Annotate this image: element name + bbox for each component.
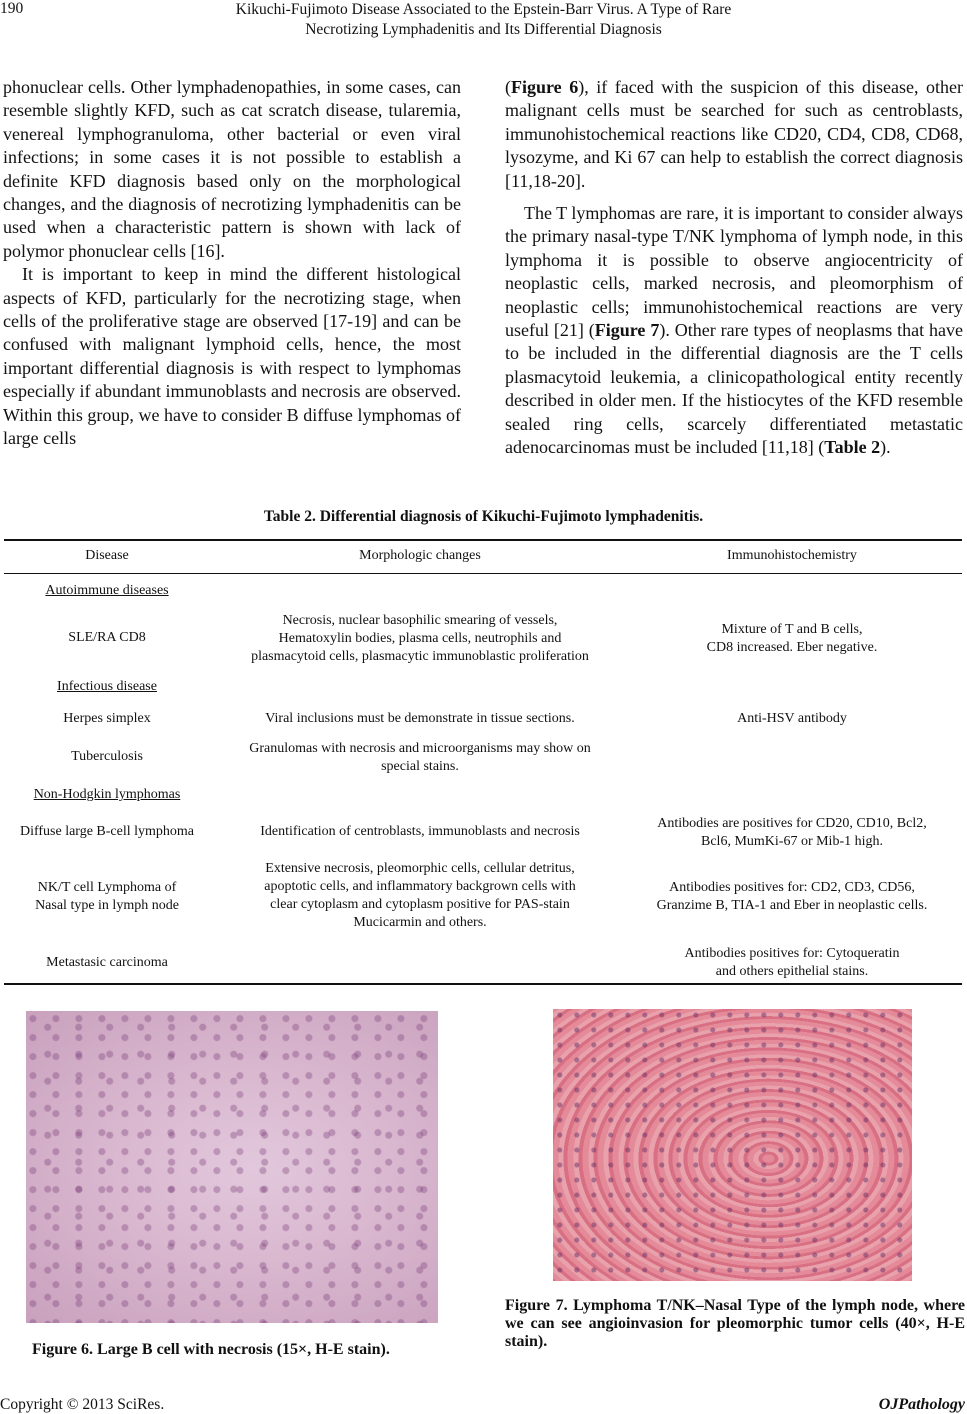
journal-name: OJPathology (878, 1396, 965, 1413)
table-cell-ihc: Antibodies are positives for CD20, CD10, Bcl2, Bcl6, MumKi-67 or Mib-1 high. (657, 816, 927, 849)
figure-6-micrograph (26, 1011, 438, 1323)
table-cell-ihc: Antibodies positives for: CD2, CD3, CD56, Granzime B, TIA-1 and Eber in neoplastic cells. (656, 880, 928, 913)
table-cell-disease: Diffuse large B-cell lymphoma (19, 824, 195, 839)
right-text-column (505, 76, 963, 460)
table-header-morphologic-changes: Morphologic changes (359, 548, 481, 563)
table-category: Non-Hodgkin lymphomas (33, 787, 181, 802)
figure-7-micrograph (553, 1009, 912, 1281)
table-cell-disease: Metastasic carcinoma (46, 955, 168, 970)
table-cell-morph: Identification of centroblasts, immunoblasts and necrosis (260, 824, 580, 839)
table-cell-morph: Extensive necrosis, pleomorphic cells, cellular detritus, apoptotic cells, and inflammatory backgrown cells with clear cytoplasm and cytoplasm positive for PAS-stain Mucicarmin and others. (264, 861, 576, 930)
paragraph: phonuclear cells. Other lymphadenopathies, in some cases, can resemble slightly KFD, such as cat scratch disease, tularemia, venereal lymphogranuloma, other bacterial or even viral infections; in some cases it is not possible to establish a definite KFD diagnosis based only on the morphological changes, and the diagnosis of necrotizing lymphadenitis can be used when a characteristic pattern is shown with lack of polymor phonuclear cells [16]. (3, 77, 461, 261)
table-2-reference[interactable]: Table 2 (824, 437, 881, 458)
figure-7-reference[interactable]: Figure 7 (594, 320, 660, 341)
page-number: 190 (0, 0, 24, 17)
paragraph: The T lymphomas are rare, it is important to consider always the primary nasal-type T/NK lymphoma of lymph node, in this lymphoma it is possible to observe angiocentricity of neoplastic cells, marked necrosis, and pleomorphism of neoplastic cells; immunohistochemical reactions are very useful [21] (Figure 7). Other rare types of neoplasms that have to be included in the differential diagnosis are the T cells plasmacytoid leukemia, a clinicopathological entity recently described in older men. If the histiocytes of the KFD resemble sealed ring cells, scarcely differentiated metastatic adenocarcinomas must be included [11,18] (Table 2). (505, 203, 963, 458)
table-header-immunohistochemistry: Immunohistochemistry (727, 548, 857, 563)
running-title-line-2: Necrotizing Lymphadenitis and Its Differential Diagnosis (305, 21, 662, 38)
table-cell-ihc: Antibodies positives for: Cytoqueratin and others epithelial stains. (684, 946, 900, 979)
running-title-line-1: Kikuchi-Fujimoto Disease Associated to the Epstein-Barr Virus. A Type of Rare (235, 1, 732, 18)
figure-6-caption: Figure 6. Large B cell with necrosis (15×, H-E stain). (32, 1341, 390, 1358)
paragraph: It is important to keep in mind the different histological aspects of KFD, particularly for the necrotizing stage, when cells of the proliferative stage are observed [17-19] and can be confused with malignant lymphoid cells, hence, the most important differential diagnosis is with respect to lymphomas especially if abundant immunoblasts and necrosis are observed. Within this group, we have to consider B diffuse lymphomas of large cells (3, 264, 461, 449)
table-header-disease: Disease (85, 548, 129, 563)
table-header-rule (4, 573, 962, 574)
table-cell-disease: SLE/RA CD8 (68, 630, 146, 645)
table-cell-ihc: Mixture of T and B cells, CD8 increased. Eber negative. (706, 622, 878, 655)
left-text-column (3, 76, 461, 451)
paragraph: (Figure 6), if faced with the suspicion of this disease, other malignant cells must be searched for such as centroblasts, immunohistochemical reactions like CD20, CD4, CD8, CD68, lysozyme, and Ki 67 can help to establish the correct diagnosis [11,18-20]. (505, 77, 963, 191)
table-category: Autoimmune diseases (45, 583, 169, 598)
table-cell-disease: Tuberculosis (71, 749, 143, 764)
table-cell-disease: NK/T cell Lymphoma of Nasal type in lymph node (35, 880, 179, 913)
table-cell-disease: Herpes simplex (63, 711, 151, 726)
table-caption: Table 2. Differential diagnosis of Kikuchi-Fujimoto lymphadenitis. (263, 508, 704, 525)
table-category: Infectious disease (57, 679, 157, 694)
figure-7-caption: Figure 7. Lymphoma T/NK–Nasal Type of the lymph node, where we can see angioinvasion for pleomorphic tumor cells (40×, H-E stain). (505, 1297, 965, 1350)
table-cell-morph: Granulomas with necrosis and microorganisms may show on special stains. (249, 741, 591, 774)
table-bottom-rule (4, 983, 962, 985)
figure-6-reference[interactable]: Figure 6 (511, 77, 579, 97)
table-cell-ihc: Anti-HSV antibody (737, 711, 847, 726)
table-top-rule (4, 539, 962, 541)
table-cell-morph: Viral inclusions must be demonstrate in tissue sections. (265, 711, 575, 726)
table-cell-morph: Necrosis, nuclear basophilic smearing of vessels, Hematoxylin bodies, plasma cells, neutrophils and plasmacytoid cells, plasmacytic immunoblastic proliferation (251, 613, 589, 664)
copyright-footer: Copyright © 2013 SciRes. (0, 1396, 165, 1413)
